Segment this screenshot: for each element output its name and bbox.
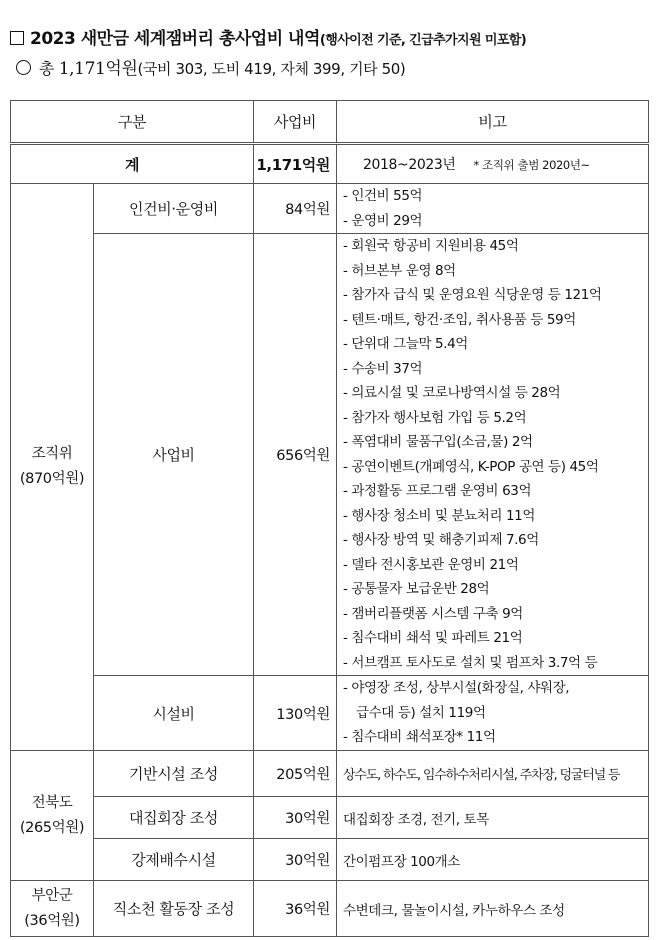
header-amount: 사업비 <box>254 101 337 144</box>
category-cell: 직소천 활동장 조성 <box>94 881 254 937</box>
table-row <box>11 184 649 234</box>
category-cell: 강제배수시설 <box>94 839 254 881</box>
amount-cell: 205억원 <box>254 751 337 797</box>
amount-cell: 30억원 <box>254 797 337 839</box>
total-summary <box>16 54 405 79</box>
amount-cell: 30억원 <box>254 839 337 881</box>
total-footnote: * 조직위 출범 2020년~ <box>473 158 590 172</box>
category-cell: 기반시설 조성 <box>94 751 254 797</box>
org-cell-jeonbuk: 전북도 (265억원) <box>11 751 94 881</box>
total-row-note <box>337 144 649 184</box>
total-row-amount: 1,171억원 <box>254 144 337 184</box>
square-bullet-icon <box>10 31 24 45</box>
amount-cell: 84억원 <box>254 184 337 234</box>
notes-cell: - 인건비 55억 - 운영비 29억 <box>337 184 649 234</box>
category-cell: 대집회장 조성 <box>94 797 254 839</box>
title-main: 2023 새만금 세계잼버리 총사업비 내역 <box>30 29 320 49</box>
org-cell-buan: 부안군 (36억원) <box>11 881 94 937</box>
total-period: 2018~2023년 <box>363 157 456 173</box>
table-row <box>11 839 649 881</box>
table-row <box>11 676 649 751</box>
total-breakdown: (국비 303, 도비 419, 자체 399, 기타 50) <box>137 60 406 78</box>
total-amount: 1,171억원 <box>58 59 138 79</box>
document-title <box>10 24 526 49</box>
amount-cell: 656억원 <box>254 234 337 676</box>
table-header-row <box>11 101 649 144</box>
total-label: 계 <box>11 144 254 184</box>
notes-cell: - 회원국 항공비 지원비용 45억 - 허브본부 운영 8억 - 참가자 급식 및 운영요원 식당운영 등 121억 - 텐트·매트, 항건·조임, 취사용품 등 59억 - 단위대 그늘막 5.4억 - 수송비 37억 - 의료시설 및 코로나방역시설 등 28억 - 참가자 행사보험 가입 등 5.2억 - 폭염대비 물품구입(소금,물) 2억 - 공연이벤트(개폐영식, K-POP 공연 등) 45억 - 과정활동 프로그램 운영비 63억 - 행사장 청소비 및 분뇨처리 11억 - 행사장 방역 및 해충기피제 7.6억 - 델타 전시홍보관 운영비 21억 - 공통물자 보급운반 28억 - 잼버리플랫폼 시스템 구축 9억 - 침수대비 쇄석 및 파레트 21억 - 서브캠프 토사도로 설치 및 펌프차 3.7억 등 <box>337 234 649 676</box>
table-row <box>11 751 649 797</box>
amount-cell: 36억원 <box>254 881 337 937</box>
amount-cell: 130억원 <box>254 676 337 751</box>
category-cell: 시설비 <box>94 676 254 751</box>
header-category: 구분 <box>11 101 254 144</box>
notes-cell: 수변데크, 물놀이시설, 카누하우스 조성 <box>337 881 649 937</box>
category-cell: 사업비 <box>94 234 254 676</box>
table-row <box>11 881 649 937</box>
notes-cell: 대집회장 조경, 전기, 토목 <box>337 797 649 839</box>
notes-cell: 상수도, 하수도, 임수하수처리시설, 주차장, 덩굴터널 등 <box>337 751 649 797</box>
budget-table <box>10 100 649 937</box>
table-row <box>11 797 649 839</box>
notes-cell: - 야영장 조성, 상부시설(화장실, 샤워장, 급수대 등) 설치 119억 - 침수대비 쇄석포장* 11억 <box>337 676 649 751</box>
org-cell-committee: 조직위 (870억원) <box>11 184 94 751</box>
title-sub: (행사이전 기준, 긴급추가지원 미포함) <box>319 33 527 48</box>
total-prefix: 총 <box>39 59 55 78</box>
header-notes: 비고 <box>337 101 649 144</box>
table-row-total <box>11 144 649 184</box>
notes-cell: 간이펌프장 100개소 <box>337 839 649 881</box>
table-row <box>11 234 649 676</box>
circle-bullet-icon <box>16 60 31 75</box>
category-cell: 인건비·운영비 <box>94 184 254 234</box>
